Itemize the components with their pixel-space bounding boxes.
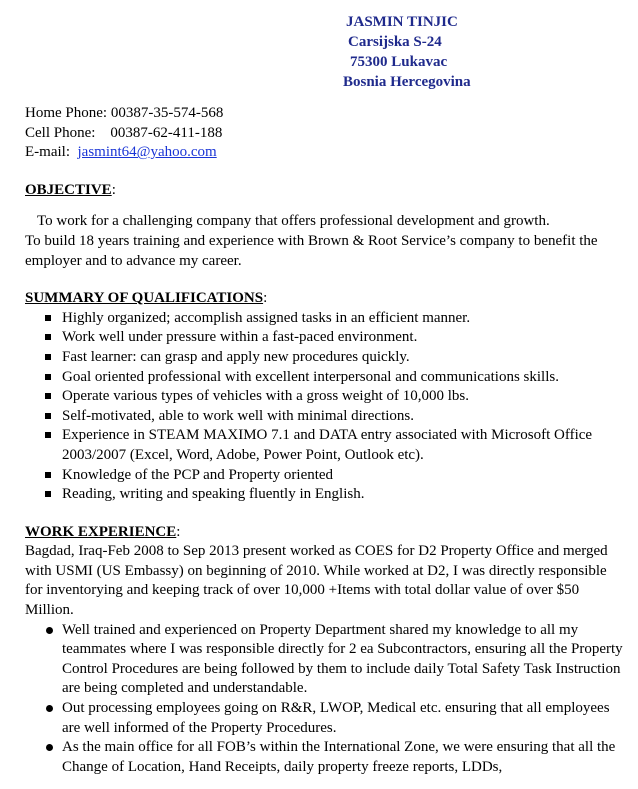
work-intro: Bagdad, Iraq-Feb 2008 to Sep 2013 present worked as COES for D2 Property Office and merged with USMI (US Embassy) on beginning of 2010. While worked at D2, I was directly responsible for inventorying and keeping track of over 10,000 +Items with total dollar value of over $50 Million.: [25, 543, 608, 619]
list-item: Goal oriented professional with excellent interpersonal and communications skills.: [25, 368, 625, 388]
summary-list: [25, 309, 625, 505]
summary-heading: SUMMARY OF QUALIFICATIONS:: [25, 290, 268, 307]
list-item: Well trained and experienced on Property Department shared my knowledge to all my teammates where I was responsible directly for 2 ea Subcontractors, ensuring all the Property Control Procedures are being followed by them to include daily Total Safety Task Instruction are being completed and understandable.: [25, 621, 625, 699]
applicant-name: JASMIN TINJIC: [346, 14, 458, 30]
list-item: Work well under pressure within a fast-paced environment.: [25, 328, 625, 348]
list-item: Experience in STEAM MAXIMO 7.1 and DATA entry associated with Microsoft Office 2003/2007 (Excel, Word, Adobe, Power Point, Outlook etc).: [25, 426, 625, 465]
email-label: E-mail:: [25, 144, 70, 161]
work-list: [25, 621, 625, 778]
cell-phone-label: Cell Phone:: [25, 124, 96, 141]
work-heading: WORK EXPERIENCE:: [25, 523, 181, 540]
cell-phone: [25, 124, 625, 144]
cell-phone-value: 00387-62-411-188: [110, 124, 223, 141]
list-item: Fast learner: can grasp and apply new procedures quickly.: [25, 348, 625, 368]
list-item: Highly organized; accomplish assigned tasks in an efficient manner.: [25, 309, 625, 329]
email-link[interactable]: jasmint64@yahoo.com: [77, 144, 217, 161]
objective-line-1: To work for a challenging company that offers professional development and growth.: [37, 213, 550, 230]
list-item: Self-motivated, able to work well with minimal directions.: [25, 407, 625, 427]
objective-heading: OBJECTIVE:: [25, 181, 116, 198]
objective-line-2: To build 18 years training and experience with Brown & Root Service’s company to benefit the employer and to advance my career.: [25, 232, 598, 269]
home-phone-value: 00387-35-574-568: [110, 105, 224, 121]
objective-title: OBJECTIVE: [25, 181, 112, 198]
address-street: Carsijska S-24: [348, 34, 442, 50]
home-phone-label: Home Phone:: [25, 105, 108, 121]
list-item: Knowledge of the PCP and Property oriented: [25, 466, 625, 486]
contact-block: [25, 104, 625, 163]
work-title: WORK EXPERIENCE: [25, 523, 177, 540]
address-block: [340, 12, 471, 92]
address-country: Bosnia Hercegovina: [343, 74, 471, 90]
home-phone: [25, 104, 625, 124]
address-city: 75300 Lukavac: [350, 54, 448, 70]
list-item: Out processing employees going on R&R, LWOP, Medical etc. ensuring that all employees are well informed of the Property Procedures.: [25, 699, 625, 738]
email: [25, 143, 625, 163]
list-item: Reading, writing and speaking fluently in English.: [25, 485, 625, 505]
list-item: Operate various types of vehicles with a gross weight of 10,000 lbs.: [25, 387, 625, 407]
resume-body: [25, 104, 625, 777]
summary-title: SUMMARY OF QUALIFICATIONS: [25, 290, 264, 307]
list-item: As the main office for all FOB’s within the International Zone, we were ensuring that all the Change of Location, Hand Receipts, daily property freeze reports, LDDs,: [25, 738, 625, 777]
